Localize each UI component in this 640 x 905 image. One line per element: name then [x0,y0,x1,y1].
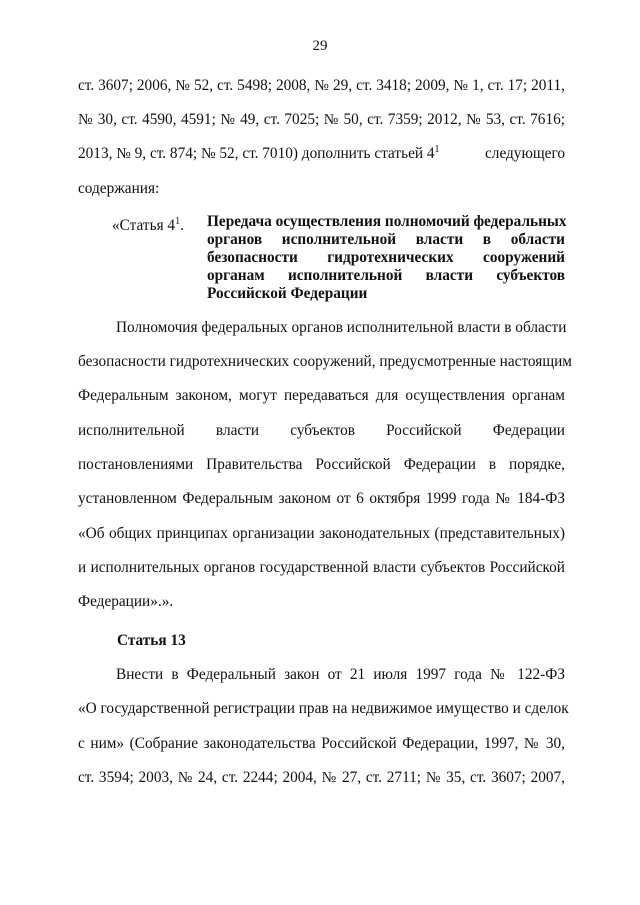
text-line: постановлениями Правительства Российской Федерации в порядке, [78,456,565,473]
text-line: ст. 3607; 2006, № 52, ст. 5498; 2008, № 29, ст. 3418; 2009, № 1, ст. 17; 2011, [78,77,565,94]
page-number: 29 [312,38,328,54]
text-line: Полномочия федеральных органов исполнительной власти в области [116,319,567,336]
article-label-prefix: «Статья 4 [112,217,176,235]
text-line: Внести в Федеральный закон от 21 июля 1997 года № 122-ФЗ [116,666,565,683]
text-line: ст. 3594; 2003, № 24, ст. 2244; 2004, № 27, ст. 2711; № 35, ст. 3607; 2007, [78,769,565,786]
text-line-main [78,144,440,164]
text-line: безопасности гидротехнических сооружений, предусмотренные настоящим [78,353,572,370]
heading-line: Передача осуществления полномочий федеральных [207,213,567,230]
text-segment: 2013, № 9, ст. 874; № 52, ст. 7010) дополнить статьей 4 [78,145,435,162]
heading-line: органам исполнительной власти субъектов [207,267,565,284]
text-line: Федеральным законом, могут передаваться для осуществления органам [78,387,565,404]
article-label [112,213,184,235]
text-line: с ним» (Собрание законодательства Российской Федерации, 1997, № 30, [78,735,565,752]
text-line: содержания: [78,180,160,197]
heading-line: безопасности гидротехнических сооружений [207,249,565,266]
heading-line: органов исполнительной власти в области [207,231,565,248]
heading-line: Российской Федерации [207,285,368,302]
article-label-suffix: . [180,217,184,235]
text-line-with-superscript [78,144,565,164]
text-line: Федерации».». [78,593,174,610]
superscript: 1 [434,143,440,155]
text-line: установленном Федеральным законом от 6 октября 1999 года № 184-ФЗ [78,490,565,507]
text-line: «Об общих принципах организации законодательных (представительных) [78,525,565,542]
text-line: «О государственной регистрации прав на недвижимое имущество и сделок [78,700,569,717]
superscript: 1 [175,216,181,227]
text-line: и исполнительных органов государственной власти субъектов Российской [78,559,565,576]
text-line: № 30, ст. 4590, 4591; № 49, ст. 7025; № 50, ст. 7359; 2012, № 53, ст. 7616; [78,111,565,128]
text-line: исполнительной власти субъектов Российской Федерации [78,422,565,439]
article-title: Статья 13 [117,632,186,649]
text-segment: следующего [485,145,565,162]
